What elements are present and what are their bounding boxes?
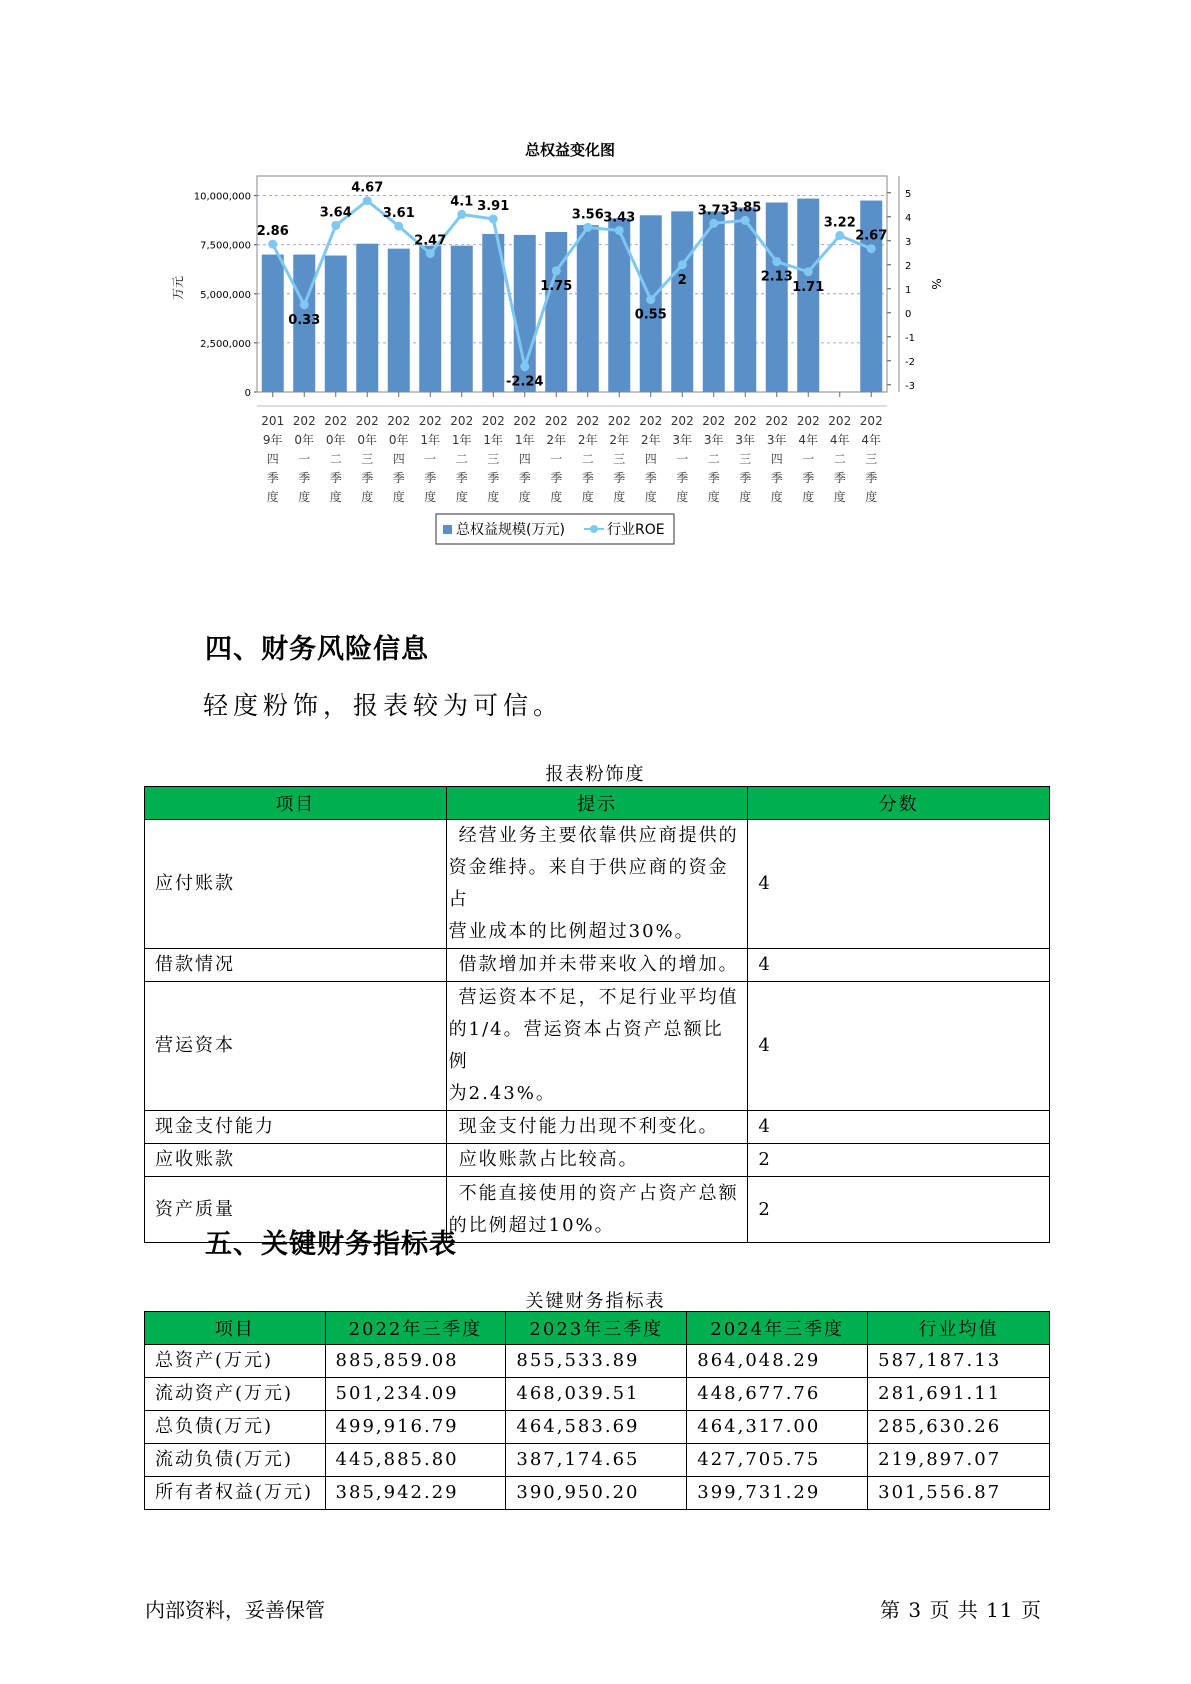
x-tick-label: 季 bbox=[613, 471, 626, 485]
roe-point bbox=[615, 226, 624, 235]
roe-point bbox=[835, 231, 844, 240]
metric-value: 499,916.79 bbox=[325, 1411, 506, 1444]
x-tick-label: 202 bbox=[387, 414, 411, 428]
roe-point bbox=[709, 219, 718, 228]
risk-row bbox=[145, 982, 1050, 1111]
x-tick-label: 四 bbox=[644, 452, 657, 466]
y2-tick-label: -3 bbox=[905, 380, 915, 392]
metric-row bbox=[145, 1477, 1050, 1510]
metric-value: 301,556.87 bbox=[868, 1477, 1050, 1510]
x-tick-label: 二 bbox=[833, 452, 846, 466]
x-tick-label: 季 bbox=[770, 471, 783, 485]
bar bbox=[356, 244, 378, 392]
x-tick-label: 4年 bbox=[798, 433, 819, 447]
roe-data-label: 0.55 bbox=[634, 307, 667, 323]
legend-line-marker bbox=[590, 525, 598, 533]
metric-name: 流动资产(万元) bbox=[145, 1378, 326, 1411]
risk-hint-line: 现金支付能力出现不利变化。 bbox=[458, 1116, 719, 1137]
risk-hint-line: 营运资本不足，不足行业平均值 bbox=[458, 987, 739, 1008]
metric-name: 总资产(万元) bbox=[145, 1345, 326, 1378]
x-tick-label: 202 bbox=[544, 414, 568, 428]
x-tick-label: 季 bbox=[644, 471, 657, 485]
roe-point bbox=[363, 196, 372, 205]
x-tick-label: 季 bbox=[550, 471, 563, 485]
col-header-2022q3: 2022年三季度 bbox=[325, 1312, 506, 1345]
y-tick-label: 0 bbox=[244, 388, 251, 399]
risk-hint-line: 借款增加并未带来收入的增加。 bbox=[458, 954, 739, 975]
x-tick-label: 季 bbox=[392, 471, 405, 485]
risk-hint bbox=[446, 1177, 748, 1243]
y2-tick-label: 1 bbox=[905, 284, 912, 296]
x-tick-label: 三 bbox=[487, 452, 500, 466]
x-tick-label: 1年 bbox=[514, 433, 535, 447]
risk-hint-line: 为2.43%。 bbox=[448, 1083, 556, 1104]
x-tick-label: 二 bbox=[581, 452, 594, 466]
bar bbox=[388, 249, 410, 392]
x-tick-label: 季 bbox=[298, 471, 311, 485]
metric-value: 448,677.76 bbox=[687, 1378, 868, 1411]
x-tick-label: 202 bbox=[733, 414, 757, 428]
x-tick-label: 9年 bbox=[262, 433, 283, 447]
roe-data-label: 3.61 bbox=[382, 206, 415, 222]
x-tick-label: 1年 bbox=[451, 433, 472, 447]
x-tick-label: 季 bbox=[329, 471, 342, 485]
x-tick-label: 季 bbox=[707, 471, 720, 485]
x-tick-label: 度 bbox=[865, 490, 878, 504]
x-tick-label: 季 bbox=[424, 471, 437, 485]
roe-point bbox=[772, 257, 781, 266]
x-tick-label: 度 bbox=[329, 490, 342, 504]
x-tick-label: 202 bbox=[450, 414, 474, 428]
bar bbox=[671, 211, 693, 392]
risk-item: 现金支付能力 bbox=[145, 1111, 447, 1144]
roe-point bbox=[678, 260, 687, 269]
roe-point bbox=[489, 214, 498, 223]
footer-confidential: 内部资料，妥善保管 bbox=[145, 1598, 325, 1622]
roe-data-label: 3.56 bbox=[571, 207, 604, 223]
x-tick-label: 度 bbox=[266, 490, 279, 504]
x-tick-label: 202 bbox=[324, 414, 348, 428]
x-tick-label: 四 bbox=[770, 452, 783, 466]
roe-data-label: 4.67 bbox=[351, 180, 384, 196]
risk-item: 应付账款 bbox=[145, 820, 447, 949]
x-tick-label: 202 bbox=[355, 414, 379, 428]
metric-value: 390,950.20 bbox=[506, 1477, 687, 1510]
metric-name: 总负债(万元) bbox=[145, 1411, 326, 1444]
risk-score: 4 bbox=[748, 1111, 1050, 1144]
x-tick-label: 1年 bbox=[483, 433, 504, 447]
risk-score: 4 bbox=[748, 982, 1050, 1111]
roe-point bbox=[520, 362, 529, 371]
roe-point bbox=[646, 295, 655, 304]
x-tick-label: 季 bbox=[518, 471, 531, 485]
y2-tick-label: 3 bbox=[905, 236, 912, 248]
bar bbox=[797, 199, 819, 392]
x-tick-label: 二 bbox=[455, 452, 468, 466]
chart-canvas bbox=[170, 140, 1030, 600]
y2-tick-label: 4 bbox=[905, 212, 912, 224]
x-tick-label: 二 bbox=[329, 452, 342, 466]
risk-hint-line: 资金维持。来自于供应商的资金占 bbox=[448, 857, 729, 910]
y2-tick-label: 0 bbox=[905, 308, 912, 320]
x-tick-label: 度 bbox=[833, 490, 846, 504]
x-tick-label: 4年 bbox=[829, 433, 850, 447]
x-tick-label: 季 bbox=[266, 471, 279, 485]
roe-data-label: 2.86 bbox=[256, 224, 289, 240]
x-tick-label: 0年 bbox=[357, 433, 378, 447]
y2-axis-title: % bbox=[929, 278, 943, 290]
x-tick-label: 202 bbox=[513, 414, 537, 428]
metric-value: 464,317.00 bbox=[687, 1411, 868, 1444]
roe-data-label: 3.22 bbox=[823, 215, 856, 231]
bar bbox=[419, 246, 441, 392]
metric-name: 所有者权益(万元) bbox=[145, 1477, 326, 1510]
roe-point bbox=[426, 249, 435, 258]
x-tick-label: 三 bbox=[865, 452, 878, 466]
metric-row bbox=[145, 1378, 1050, 1411]
risk-item: 应收账款 bbox=[145, 1144, 447, 1177]
x-tick-label: 度 bbox=[676, 490, 689, 504]
risk-hint-line: 不能直接使用的资产占资产总额 bbox=[458, 1182, 739, 1204]
y-tick-label: 5,000,000 bbox=[200, 289, 251, 301]
risk-hint bbox=[446, 949, 748, 982]
x-tick-label: 0年 bbox=[388, 433, 409, 447]
x-tick-label: 度 bbox=[298, 490, 311, 504]
x-tick-label: 度 bbox=[361, 490, 374, 504]
legend-bar-label: 总权益规模(万元) bbox=[456, 522, 565, 538]
metric-value: 385,942.29 bbox=[325, 1477, 506, 1510]
x-tick-label: 202 bbox=[702, 414, 726, 428]
x-tick-label: 4年 bbox=[861, 433, 882, 447]
y-tick-label: 10,000,000 bbox=[193, 191, 251, 203]
key-table-header bbox=[145, 1312, 1050, 1345]
risk-score: 2 bbox=[748, 1177, 1050, 1243]
x-tick-label: 201 bbox=[261, 414, 285, 428]
risk-hint-line: 的比例超过10%。 bbox=[448, 1214, 615, 1236]
bar bbox=[703, 211, 725, 392]
x-tick-label: 202 bbox=[607, 414, 631, 428]
y2-tick-label: -2 bbox=[905, 356, 915, 368]
metric-value: 885,859.08 bbox=[325, 1345, 506, 1378]
x-tick-label: 度 bbox=[550, 490, 563, 504]
x-tick-label: 3年 bbox=[766, 433, 787, 447]
col-header-industry-avg: 行业均值 bbox=[868, 1312, 1050, 1345]
key-table-caption: 关键财务指标表 bbox=[525, 1291, 666, 1312]
roe-point bbox=[867, 244, 876, 253]
col-header-hint: 提示 bbox=[446, 787, 748, 820]
roe-point bbox=[552, 266, 561, 275]
metric-row bbox=[145, 1345, 1050, 1378]
risk-table bbox=[144, 786, 1050, 1243]
x-tick-label: 2年 bbox=[577, 433, 598, 447]
x-tick-label: 一 bbox=[424, 452, 437, 466]
x-tick-label: 度 bbox=[613, 490, 626, 504]
y-tick-label: 7,500,000 bbox=[200, 240, 251, 252]
y-axis-title: 万元 bbox=[171, 275, 185, 301]
x-tick-label: 202 bbox=[576, 414, 600, 428]
x-tick-label: 四 bbox=[266, 452, 279, 466]
bar bbox=[545, 232, 567, 392]
x-tick-label: 度 bbox=[392, 490, 405, 504]
metric-value: 427,705.75 bbox=[687, 1444, 868, 1477]
x-tick-label: 202 bbox=[292, 414, 316, 428]
x-tick-label: 度 bbox=[518, 490, 531, 504]
metric-value: 285,630.26 bbox=[868, 1411, 1050, 1444]
roe-data-label: 3.64 bbox=[319, 205, 352, 221]
roe-data-label: 1.71 bbox=[792, 279, 825, 295]
x-tick-label: 度 bbox=[770, 490, 783, 504]
x-tick-label: 三 bbox=[361, 452, 374, 466]
x-tick-label: 三 bbox=[613, 452, 626, 466]
col-header-2023q3: 2023年三季度 bbox=[506, 1312, 687, 1345]
section-4-heading: 四、财务风险信息 bbox=[205, 634, 429, 665]
x-tick-label: 0年 bbox=[294, 433, 315, 447]
metric-row bbox=[145, 1411, 1050, 1444]
x-tick-label: 202 bbox=[670, 414, 694, 428]
bar bbox=[577, 225, 599, 392]
roe-data-label: 3.85 bbox=[729, 200, 762, 216]
x-tick-label: 一 bbox=[298, 452, 311, 466]
risk-hint-line: 经营业务主要依靠供应商提供的 bbox=[458, 825, 739, 846]
col-header-item: 项目 bbox=[145, 1312, 326, 1345]
x-tick-label: 二 bbox=[707, 452, 720, 466]
risk-score: 4 bbox=[748, 949, 1050, 982]
y2-tick-label: 5 bbox=[905, 188, 912, 200]
risk-score: 2 bbox=[748, 1144, 1050, 1177]
metric-value: 219,897.07 bbox=[868, 1444, 1050, 1477]
risk-row bbox=[145, 1111, 1050, 1144]
metric-value: 855,533.89 bbox=[506, 1345, 687, 1378]
risk-hint-line: 营业成本的比例超过30%。 bbox=[448, 921, 695, 942]
risk-hint-line: 的1/4。营运资本占资产总额比例 bbox=[448, 1019, 724, 1072]
x-tick-label: 季 bbox=[455, 471, 468, 485]
x-tick-label: 2年 bbox=[609, 433, 630, 447]
metric-value: 468,039.51 bbox=[506, 1378, 687, 1411]
roe-data-label: 2.67 bbox=[855, 228, 888, 244]
metric-value: 501,234.09 bbox=[325, 1378, 506, 1411]
roe-point bbox=[300, 300, 309, 309]
x-tick-label: 度 bbox=[802, 490, 815, 504]
x-tick-label: 度 bbox=[644, 490, 657, 504]
x-tick-label: 一 bbox=[550, 452, 563, 466]
y2-tick-label: 2 bbox=[905, 260, 912, 272]
col-header-item: 项目 bbox=[145, 787, 447, 820]
x-tick-label: 3年 bbox=[703, 433, 724, 447]
metric-value: 399,731.29 bbox=[687, 1477, 868, 1510]
section-5-heading: 五、关键财务指标表 bbox=[205, 1229, 457, 1260]
bar bbox=[262, 255, 284, 392]
roe-data-label: 2.13 bbox=[760, 269, 793, 285]
x-tick-label: 3年 bbox=[672, 433, 693, 447]
x-tick-label: 2年 bbox=[640, 433, 661, 447]
risk-row bbox=[145, 1144, 1050, 1177]
roe-data-label: 3.43 bbox=[603, 210, 636, 226]
x-tick-label: 3年 bbox=[735, 433, 756, 447]
metric-value: 445,885.80 bbox=[325, 1444, 506, 1477]
risk-item: 营运资本 bbox=[145, 982, 447, 1111]
risk-item: 资产质量 bbox=[145, 1177, 447, 1243]
metric-value: 587,187.13 bbox=[868, 1345, 1050, 1378]
x-tick-label: 度 bbox=[739, 490, 752, 504]
roe-data-label: 3.73 bbox=[697, 203, 730, 219]
roe-point bbox=[268, 240, 277, 249]
x-tick-label: 季 bbox=[865, 471, 878, 485]
legend-bar-swatch bbox=[443, 525, 452, 534]
roe-data-label: 3.91 bbox=[477, 198, 510, 214]
metric-name: 流动负债(万元) bbox=[145, 1444, 326, 1477]
roe-point bbox=[741, 216, 750, 225]
roe-point bbox=[394, 222, 403, 231]
roe-point bbox=[331, 221, 340, 230]
x-tick-label: 1年 bbox=[420, 433, 441, 447]
x-tick-label: 季 bbox=[833, 471, 846, 485]
x-tick-label: 度 bbox=[487, 490, 500, 504]
bar bbox=[325, 256, 347, 392]
roe-data-label: 1.75 bbox=[540, 278, 573, 294]
bar bbox=[734, 207, 756, 392]
metric-value: 387,174.65 bbox=[506, 1444, 687, 1477]
metric-value: 464,583.69 bbox=[506, 1411, 687, 1444]
risk-table-caption: 报表粉饰度 bbox=[545, 764, 646, 785]
x-tick-label: 202 bbox=[481, 414, 505, 428]
risk-table-header bbox=[145, 787, 1050, 820]
x-tick-label: 三 bbox=[739, 452, 752, 466]
x-tick-label: 季 bbox=[739, 471, 752, 485]
x-tick-label: 四 bbox=[392, 452, 405, 466]
x-tick-label: 度 bbox=[581, 490, 594, 504]
roe-data-label: -2.24 bbox=[506, 374, 544, 390]
metric-value: 864,048.29 bbox=[687, 1345, 868, 1378]
x-tick-label: 度 bbox=[455, 490, 468, 504]
risk-hint-line: 应收账款占比较高。 bbox=[458, 1149, 639, 1170]
roe-data-label: 2.47 bbox=[414, 233, 447, 249]
x-tick-label: 202 bbox=[639, 414, 663, 428]
equity-chart bbox=[170, 140, 1030, 600]
risk-score: 4 bbox=[748, 820, 1050, 949]
x-tick-label: 202 bbox=[796, 414, 820, 428]
risk-hint bbox=[446, 820, 748, 949]
y2-tick-label: -1 bbox=[905, 332, 915, 344]
roe-data-label: 4.1 bbox=[450, 194, 474, 210]
x-tick-label: 202 bbox=[765, 414, 789, 428]
y-tick-label: 2,500,000 bbox=[200, 338, 251, 350]
x-tick-label: 季 bbox=[361, 471, 374, 485]
x-tick-label: 0年 bbox=[325, 433, 346, 447]
risk-hint bbox=[446, 1111, 748, 1144]
col-header-score: 分数 bbox=[748, 787, 1050, 820]
x-tick-label: 季 bbox=[676, 471, 689, 485]
legend-line-label: 行业ROE bbox=[607, 522, 665, 538]
x-tick-label: 度 bbox=[424, 490, 437, 504]
roe-point bbox=[583, 223, 592, 232]
roe-point bbox=[457, 210, 466, 219]
x-tick-label: 一 bbox=[802, 452, 815, 466]
footer-page-number: 第 3 页 共 11 页 bbox=[880, 1598, 1042, 1622]
risk-hint bbox=[446, 1144, 748, 1177]
risk-item: 借款情况 bbox=[145, 949, 447, 982]
x-tick-label: 季 bbox=[487, 471, 500, 485]
risk-hint bbox=[446, 982, 748, 1111]
x-tick-label: 202 bbox=[418, 414, 442, 428]
x-tick-label: 2年 bbox=[546, 433, 567, 447]
metric-value: 281,691.11 bbox=[868, 1378, 1050, 1411]
key-metrics-table bbox=[144, 1311, 1050, 1510]
x-tick-label: 202 bbox=[828, 414, 852, 428]
roe-data-label: 0.33 bbox=[288, 312, 321, 328]
x-tick-label: 四 bbox=[518, 452, 531, 466]
risk-summary: 轻度粉饰，报表较为可信。 bbox=[203, 691, 564, 720]
risk-row bbox=[145, 820, 1050, 949]
col-header-2024q3: 2024年三季度 bbox=[687, 1312, 868, 1345]
roe-data-label: 2 bbox=[677, 272, 687, 288]
metric-row bbox=[145, 1444, 1050, 1477]
roe-point bbox=[804, 267, 813, 276]
bar bbox=[451, 246, 473, 392]
x-tick-label: 一 bbox=[676, 452, 689, 466]
bar bbox=[766, 203, 788, 392]
chart-title: 总权益变化图 bbox=[524, 141, 616, 159]
x-tick-label: 季 bbox=[802, 471, 815, 485]
x-tick-label: 度 bbox=[707, 490, 720, 504]
risk-row bbox=[145, 949, 1050, 982]
x-tick-label: 202 bbox=[859, 414, 883, 428]
x-tick-label: 季 bbox=[581, 471, 594, 485]
